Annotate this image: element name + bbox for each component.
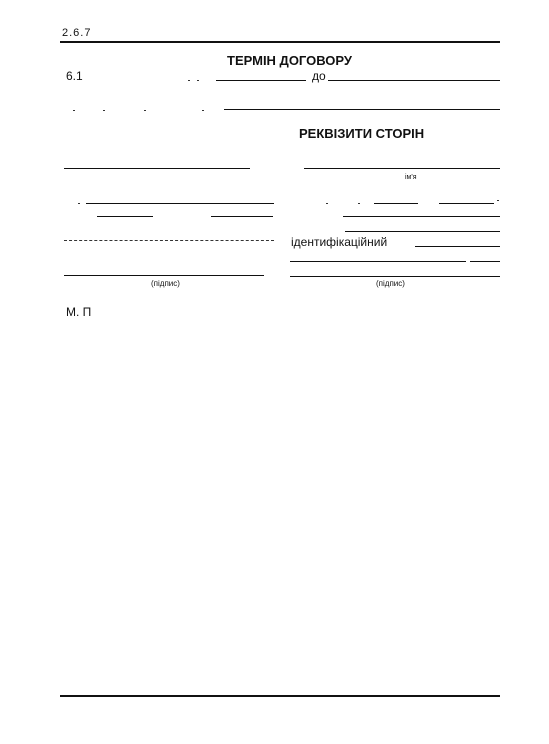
right-line-b <box>439 203 494 204</box>
dot-mark <box>497 200 499 201</box>
dot-mark <box>78 203 80 204</box>
dot-mark <box>326 203 328 204</box>
left-signature-hint: (підпис) <box>151 279 180 288</box>
stamp-label: М. П <box>66 305 92 319</box>
id-label: ідентифікаційний <box>291 235 388 249</box>
left-line-a <box>97 216 153 217</box>
dot-mark <box>202 110 204 111</box>
right-line-e <box>470 261 500 262</box>
requisites-title: РЕКВІЗИТИ СТОРІН <box>299 126 425 141</box>
dot-mark <box>197 80 199 81</box>
term-title: ТЕРМІН ДОГОВОРУ <box>227 53 352 68</box>
dot-mark <box>358 203 360 204</box>
right-id-line <box>415 246 500 247</box>
left-line-b <box>211 216 273 217</box>
left-signature-line <box>64 275 264 276</box>
right-signature-hint: (підпис) <box>376 279 405 288</box>
dot-mark <box>144 110 146 111</box>
to-label: до <box>312 69 326 83</box>
section-number: 2.6.7 <box>62 27 92 39</box>
header-rule <box>60 41 500 43</box>
term-start-line <box>216 80 306 81</box>
dot-mark <box>73 110 75 111</box>
clause-number: 6.1 <box>66 69 83 83</box>
term-second-line <box>224 109 500 110</box>
right-name-line <box>304 168 500 169</box>
right-line-a <box>374 203 418 204</box>
footer-rule <box>60 695 500 697</box>
right-address-line <box>343 216 500 217</box>
right-line-d <box>290 261 466 262</box>
dot-mark <box>188 80 190 81</box>
term-end-line <box>328 80 500 81</box>
right-line-c <box>345 231 500 232</box>
left-address-line <box>86 203 274 204</box>
name-hint: ім'я <box>405 174 417 181</box>
left-dashed-line <box>64 240 274 241</box>
left-name-line <box>64 168 250 169</box>
dot-mark <box>103 110 105 111</box>
right-signature-line <box>290 276 500 277</box>
